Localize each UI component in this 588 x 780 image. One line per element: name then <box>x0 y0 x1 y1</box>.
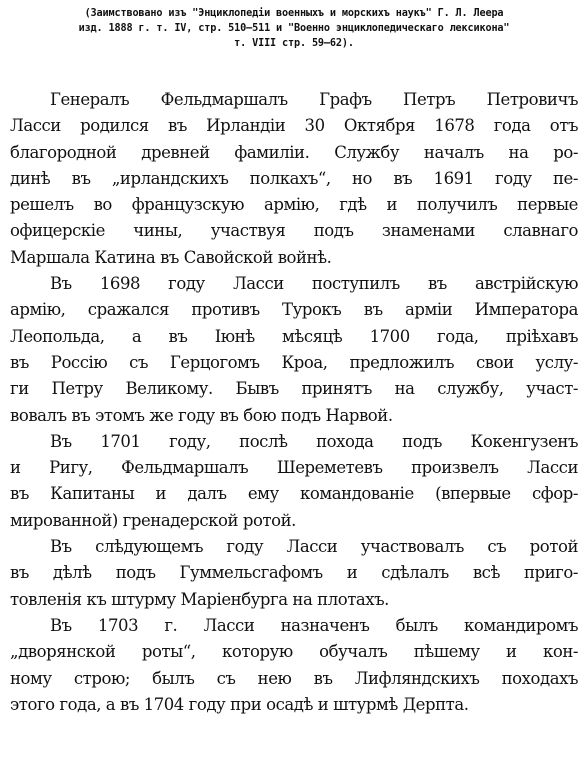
text-line: Въ 1701 году, послѣ похода подъ Кокенгузенъ <box>50 431 578 451</box>
source-note-line: (Заимствовано изъ "Энциклопедіи военныхъ и морскихъ наукъ" Г. Л. Леера <box>84 8 504 19</box>
text-line: Генералъ Фельдмаршалъ Графъ Петръ Петровичъ <box>50 90 578 109</box>
paragraph-3 <box>10 429 578 534</box>
paragraph-5 <box>10 613 578 718</box>
text-line: товленія къ штурму Маріенбурга на плотахъ. <box>10 589 389 609</box>
paragraph-1 <box>10 87 578 271</box>
source-note <box>10 6 578 51</box>
text-line: и Ригу, Фельдмаршалъ Шереметевъ произвелъ Ласси <box>10 458 578 478</box>
text-line: армію, сражался противъ Турокъ въ арміи Императора <box>10 300 578 320</box>
text-line: вовалъ въ этомъ же году въ бою подъ Нарвой. <box>10 405 393 425</box>
text-line: Въ 1698 году Ласси поступилъ въ австрійскую <box>50 274 578 294</box>
text-line: въ дѣлѣ подъ Гуммельсгафомъ и сдѣлалъ всѣ приго- <box>10 563 578 583</box>
text-line: „дворянской роты“, которую обучалъ пѣшему и кон- <box>10 642 578 662</box>
source-note-line: изд. 1888 г. т. IV, стр. 510—511 и "Военно энциклопедическаго лексикона" <box>78 23 510 34</box>
biography-text <box>10 87 578 718</box>
text-line: ги Петру Великому. Бывъ принятъ на службу, участ- <box>10 379 578 399</box>
text-line: решелъ во французскую армію, гдѣ и получилъ первые <box>10 195 578 215</box>
text-line: ному строю; былъ съ нею въ Лифляндскихъ походахъ <box>10 668 578 688</box>
text-line: въ Капитаны и далъ ему командованіе (впервые сфор- <box>10 484 578 504</box>
text-line: офицерскіе чины, участвуя подъ знаменами славнаго <box>10 221 578 241</box>
text-line: Маршала Катина въ Савойской войнѣ. <box>10 247 332 267</box>
text-line: мированной) гренадерской ротой. <box>10 510 296 530</box>
text-line: Въ слѣдующемъ году Ласси участвовалъ съ ротой <box>50 537 578 557</box>
text-line: Въ 1703 г. Ласси назначенъ былъ командиромъ <box>50 615 578 635</box>
text-line: Ласси родился въ Ирландіи 30 Октября 1678 года отъ <box>10 116 578 136</box>
text-line: этого года, а въ 1704 году при осадѣ и штурмѣ Дерпта. <box>10 694 469 714</box>
text-line: Леопольда, а въ Іюнѣ мѣсяцѣ 1700 года, пріѣхавъ <box>10 326 578 346</box>
source-note-line: т. VIII стр. 59—62). <box>234 38 354 49</box>
text-line: благородной древней фамиліи. Службу началъ на ро- <box>10 142 578 162</box>
text-line: въ Россію съ Герцогомъ Кроа, предложилъ свои услу- <box>10 352 578 372</box>
text-line: динѣ въ „ирландскихъ полкахъ“, но въ 1691 году пе- <box>10 168 578 188</box>
paragraph-2 <box>10 271 578 429</box>
paragraph-4 <box>10 534 578 613</box>
